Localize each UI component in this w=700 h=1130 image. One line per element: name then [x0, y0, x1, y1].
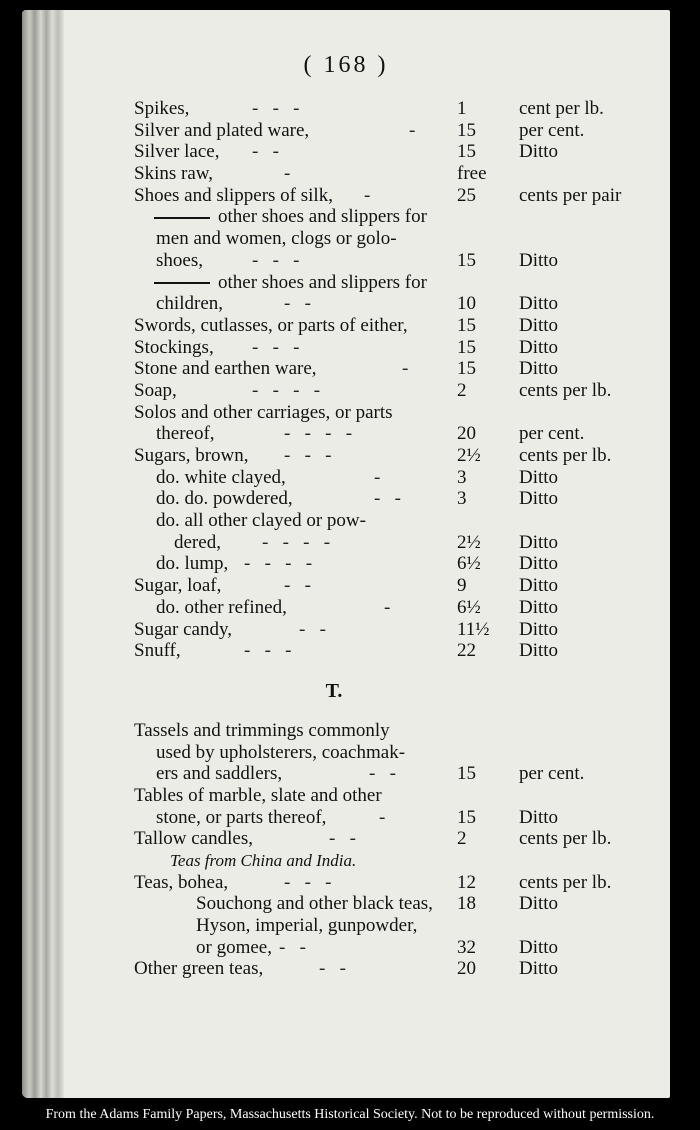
item-label: [156, 553, 228, 575]
item-label: [134, 640, 181, 662]
dot-leader: -: [374, 466, 381, 488]
book-page: [22, 10, 670, 1098]
tariff-row: [134, 597, 634, 619]
item-label: [134, 619, 232, 641]
tariff-row: [134, 98, 634, 120]
tariff-row: [134, 640, 634, 662]
dot-leader: - - -: [252, 249, 300, 271]
tariff-row: [134, 250, 634, 272]
duty-rate: 1: [457, 98, 467, 119]
duty-unit: Ditto: [519, 466, 559, 488]
section-heading: T.: [325, 679, 343, 702]
item-label: [196, 915, 417, 937]
dot-leader: - - - -: [284, 423, 353, 445]
duty-unit: per cent.: [519, 763, 585, 785]
item-label: [134, 402, 393, 424]
item-label: [156, 250, 203, 272]
tariff-row: [134, 619, 634, 641]
tariff-row: [134, 958, 634, 980]
dot-leader: - - -: [244, 640, 292, 662]
item-label: [154, 272, 427, 294]
page-number: ( 168 ): [303, 52, 389, 78]
dot-leader: -: [284, 163, 291, 185]
duty-unit: Ditto: [519, 488, 559, 510]
duty-unit: cents per lb.: [519, 828, 612, 850]
duty-rate: 20: [457, 958, 476, 980]
item-label-text: Souchong and other black teas,: [196, 893, 433, 915]
duty-rate: 11½: [457, 618, 490, 640]
ditto-dash: [154, 282, 210, 284]
item-label: [134, 872, 228, 894]
dot-leader: -: [409, 119, 416, 141]
tariff-row: [134, 488, 634, 510]
dot-leader: -: [402, 358, 409, 380]
tariff-row: [134, 402, 634, 424]
item-label: [134, 141, 219, 163]
dot-leader: - - -: [284, 871, 332, 893]
item-label-text: Skins raw,: [134, 163, 213, 185]
tariff-row: [134, 937, 634, 959]
item-label-text: Tables of marble, slate and other: [134, 784, 382, 806]
duty-rate: 32: [457, 936, 476, 958]
item-label: [170, 850, 356, 872]
duty-unit: Ditto: [519, 596, 559, 618]
item-label-text: Teas, bohea,: [134, 871, 229, 893]
item-label: [174, 532, 221, 554]
item-label: [156, 423, 215, 445]
item-label: [134, 785, 382, 807]
duty-unit: Ditto: [519, 314, 559, 336]
item-label-text: Snuff,: [134, 640, 181, 662]
duty-rate: 2: [457, 379, 467, 401]
tariff-row: [134, 742, 634, 764]
tariff-row: [134, 575, 634, 597]
item-label-text: Sugars, brown,: [134, 445, 249, 466]
dot-leader: - -: [374, 488, 401, 510]
dot-leader: -: [384, 596, 391, 618]
item-label-text: Tallow candles,: [134, 828, 253, 850]
duty-unit: per cent.: [519, 423, 585, 445]
duty-rate: 3: [457, 488, 467, 510]
item-label: [134, 315, 408, 337]
item-label-text: Other green teas,: [134, 958, 264, 980]
duty-unit: Ditto: [519, 531, 559, 553]
duty-rate: 15: [457, 806, 476, 828]
item-label-text: men and women, clogs or golo-: [156, 228, 397, 250]
tariff-row: [134, 272, 634, 294]
item-label: [134, 575, 221, 597]
duty-rate: 15: [457, 141, 476, 163]
duty-rate: 10: [457, 293, 476, 315]
item-label-text: do. white clayed,: [156, 466, 286, 488]
dot-leader: -: [364, 184, 371, 206]
item-label: [154, 206, 427, 228]
dot-leader: - - - -: [262, 531, 331, 553]
tariff-row: [134, 915, 634, 937]
duty-unit: Ditto: [519, 618, 559, 640]
duty-unit: cents per lb.: [519, 379, 612, 401]
duty-rate: 2½: [457, 531, 481, 553]
tariff-row: [134, 828, 634, 850]
section-s-list: [134, 98, 634, 662]
item-label: [134, 98, 189, 120]
duty-unit: Ditto: [519, 958, 559, 980]
duty-rate: 2: [457, 828, 467, 850]
dot-leader: - -: [252, 141, 279, 163]
dot-leader: - - -: [284, 445, 332, 466]
duty-rate: 6½: [457, 553, 481, 575]
item-label: [134, 358, 317, 380]
duty-unit: per cent.: [519, 119, 585, 141]
tariff-row: [134, 893, 634, 915]
item-label: [196, 893, 433, 915]
duty-rate: 3: [457, 466, 467, 488]
item-label-text: shoes,: [156, 249, 203, 271]
tariff-row: [134, 206, 634, 228]
item-label-text: Silver and plated ware,: [134, 119, 310, 141]
item-label: [134, 163, 213, 185]
item-label: [156, 807, 326, 829]
item-label-text: or gomee,: [196, 936, 272, 958]
item-label-text: Hyson, imperial, gunpowder,: [196, 915, 418, 937]
duty-unit: Ditto: [519, 936, 559, 958]
item-label-text: Swords, cutlasses, or parts of either,: [134, 314, 408, 336]
dot-leader: - -: [369, 763, 396, 785]
duty-unit: Ditto: [519, 553, 559, 575]
duty-rate: 12: [457, 871, 476, 893]
tariff-row: [134, 553, 634, 575]
item-label-text: Silver lace,: [134, 141, 220, 163]
dot-leader: - -: [329, 828, 356, 850]
duty-unit: Ditto: [519, 249, 559, 271]
duty-rate: 15: [457, 763, 476, 785]
tariff-row: [134, 532, 634, 554]
tariff-row: [134, 807, 634, 829]
item-label: [134, 445, 249, 467]
section-t-list: [134, 720, 634, 980]
dot-leader: - - - -: [244, 553, 313, 575]
duty-rate: 22: [457, 640, 476, 662]
tariff-row: [134, 337, 634, 359]
item-label-text: Soap,: [134, 379, 177, 401]
item-label: [134, 720, 390, 742]
item-label-text: other shoes and slippers for: [218, 206, 427, 228]
duty-rate: 15: [457, 336, 476, 358]
duty-unit: Ditto: [519, 806, 559, 828]
duty-rate: 2½: [457, 445, 481, 466]
item-label-text: children,: [156, 293, 224, 315]
duty-unit: Ditto: [519, 575, 559, 597]
tariff-row: [134, 872, 634, 894]
duty-rate: 18: [457, 893, 476, 915]
duty-unit: Ditto: [519, 293, 559, 315]
duty-unit: Ditto: [519, 358, 559, 380]
tariff-row: [134, 423, 634, 445]
item-label-text: stone, or parts thereof,: [156, 806, 327, 828]
duty-rate: 15: [457, 314, 476, 336]
tariff-row: [134, 850, 634, 872]
duty-rate: 15: [457, 119, 476, 141]
item-label-text: ers and saddlers,: [156, 763, 283, 785]
duty-unit: cent per lb.: [519, 98, 604, 119]
duty-rate: 9: [457, 575, 467, 597]
duty-rate: 15: [457, 249, 476, 271]
item-label-text: Stockings,: [134, 336, 214, 358]
item-label: [156, 228, 397, 250]
tariff-row: [134, 141, 634, 163]
dot-leader: - -: [299, 618, 326, 640]
item-label-text: Tassels and trimmings commonly: [134, 719, 390, 741]
item-label: [156, 763, 282, 785]
duty-unit: cents per lb.: [519, 871, 612, 893]
item-label: [134, 337, 214, 359]
tariff-row: [134, 315, 634, 337]
tariff-row: [134, 720, 634, 742]
duty-rate: 20: [457, 423, 476, 445]
section-heading-row: [134, 662, 634, 720]
tariff-row: [134, 763, 634, 785]
item-label-text: Sugar, loaf,: [134, 575, 222, 597]
item-label-text: do. other refined,: [156, 596, 287, 618]
item-label-text: do. do. powdered,: [156, 488, 293, 510]
item-label-text: Stone and earthen ware,: [134, 358, 317, 380]
item-label-text: other shoes and slippers for: [218, 271, 427, 293]
item-label: [156, 597, 287, 619]
dot-leader: - - - -: [252, 379, 321, 401]
item-label-text: Solos and other carriages, or parts: [134, 401, 393, 423]
duty-unit: Ditto: [519, 640, 559, 662]
dot-leader: - -: [279, 936, 306, 958]
dot-leader: - - -: [252, 336, 300, 358]
dot-leader: - -: [319, 958, 346, 980]
duty-unit: Ditto: [519, 141, 559, 163]
tariff-entries: [134, 98, 634, 980]
item-label: [156, 510, 366, 532]
item-label: [134, 120, 309, 142]
item-label: [156, 293, 223, 315]
footer-credit: From the Adams Family Papers, Massachusetts Historical Society. Not to be reproduced without permission.: [0, 1100, 700, 1130]
duty-unit: free: [457, 163, 487, 185]
ditto-dash: [154, 217, 210, 219]
tariff-row: [134, 228, 634, 250]
duty-unit: cents per pair: [519, 184, 622, 206]
item-label: [134, 185, 333, 207]
item-label-text: Shoes and slippers of silk,: [134, 184, 333, 206]
tariff-row: [134, 185, 634, 207]
tariff-row: [134, 120, 634, 142]
dot-leader: - - -: [252, 98, 300, 119]
duty-rate: 25: [457, 184, 476, 206]
item-label: [134, 828, 253, 850]
item-label: [156, 742, 405, 764]
item-label-text: used by upholsterers, coachmak-: [156, 741, 406, 763]
tariff-row: [134, 445, 634, 467]
dot-leader: - -: [284, 293, 311, 315]
item-label: [134, 958, 263, 980]
tariff-row: [134, 380, 634, 402]
tariff-row: [134, 510, 634, 532]
item-label: [156, 488, 293, 510]
duty-rate: 15: [457, 358, 476, 380]
item-label: [134, 380, 177, 402]
item-label-text: Spikes,: [134, 98, 190, 119]
tariff-row: [134, 163, 634, 185]
duty-unit: Ditto: [519, 893, 559, 915]
item-label-text: Sugar candy,: [134, 618, 232, 640]
item-label-text: thereof,: [156, 423, 215, 445]
item-label-text: do. all other clayed or pow-: [156, 510, 366, 532]
tariff-row: [134, 467, 634, 489]
item-label-text: dered,: [174, 531, 221, 553]
tariff-row: [134, 785, 634, 807]
dot-leader: - -: [284, 575, 311, 597]
item-label-text: do. lump,: [156, 553, 229, 575]
book-spine: [22, 10, 64, 1098]
duty-rate: 6½: [457, 596, 481, 618]
tariff-row: [134, 293, 634, 315]
item-label: [196, 937, 272, 959]
duty-unit: Ditto: [519, 336, 559, 358]
dot-leader: -: [379, 806, 386, 828]
item-label-text: Teas from China and India.: [170, 851, 357, 870]
item-label: [156, 467, 286, 489]
duty-unit: cents per lb.: [519, 445, 612, 466]
tariff-row: [134, 358, 634, 380]
